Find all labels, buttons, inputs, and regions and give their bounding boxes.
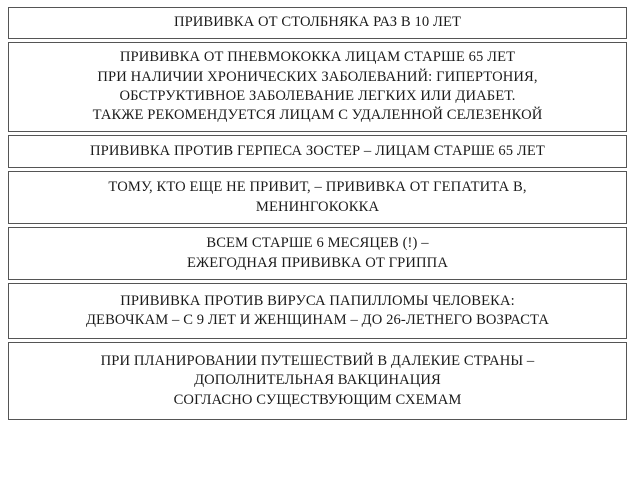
- row-line: МЕНИНГОКОККА: [255, 198, 380, 215]
- row-line: ДОПОЛНИТЕЛЬНАЯ ВАКЦИНАЦИЯ: [194, 372, 441, 389]
- table-row-influenza: [8, 227, 627, 280]
- row-line: ПРИВИВКА ОТ СТОЛБНЯКА РАЗ В 10 ЛЕТ: [173, 14, 462, 31]
- row-line: ЕЖЕГОДНАЯ ПРИВИВКА ОТ ГРИППА: [187, 254, 448, 271]
- row-line: ТАКЖЕ РЕКОМЕНДУЕТСЯ ЛИЦАМ С УДАЛЕННОЙ СЕЛЕЗЕНКОЙ: [92, 107, 543, 124]
- table-row-hepatitis-b-meningococcus: [8, 171, 627, 224]
- row-line: ПРИВИВКА ОТ ПНЕВМОКОККА ЛИЦАМ СТАРШЕ 65 ЛЕТ: [119, 49, 516, 66]
- row-line: ДЕВОЧКАМ – С 9 ЛЕТ И ЖЕНЩИНАМ – ДО 26-ЛЕТНЕГО ВОЗРАСТА: [86, 312, 549, 328]
- row-line: СОГЛАСНО СУЩЕСТВУЮЩИМ СХЕМАМ: [173, 391, 462, 408]
- row-line: ПРИ ПЛАНИРОВАНИИ ПУТЕШЕСТВИЙ В ДАЛЕКИЕ СТРАНЫ –: [100, 352, 535, 369]
- row-line: ВСЕМ СТАРШЕ 6 МЕСЯЦЕВ (!) –: [206, 235, 429, 252]
- row-line: ТОМУ, КТО ЕЩЕ НЕ ПРИВИТ, – ПРИВИВКА ОТ ГЕПАТИТА В,: [108, 179, 527, 196]
- table-row-tetanus: [8, 7, 627, 39]
- row-line: ПРИВИВКА ПРОТИВ ГЕРПЕСА ЗОСТЕР – ЛИЦАМ СТАРШЕ 65 ЛЕТ: [90, 142, 545, 159]
- row-line: ПРИВИВКА ПРОТИВ ВИРУСА ПАПИЛЛОМЫ ЧЕЛОВЕКА:: [120, 292, 515, 309]
- row-line: ОБСТРУКТИВНОЕ ЗАБОЛЕВАНИЕ ЛЕГКИХ ИЛИ ДИАБЕТ.: [119, 88, 516, 104]
- table-row-herpes-zoster: [8, 135, 627, 168]
- table-row-pneumococcus: [8, 42, 627, 132]
- row-line: ПРИ НАЛИЧИИ ХРОНИЧЕСКИХ ЗАБОЛЕВАНИЙ: ГИПЕРТОНИЯ,: [97, 68, 538, 85]
- table-row-hpv: [8, 283, 627, 339]
- table-row-travel: [8, 342, 627, 420]
